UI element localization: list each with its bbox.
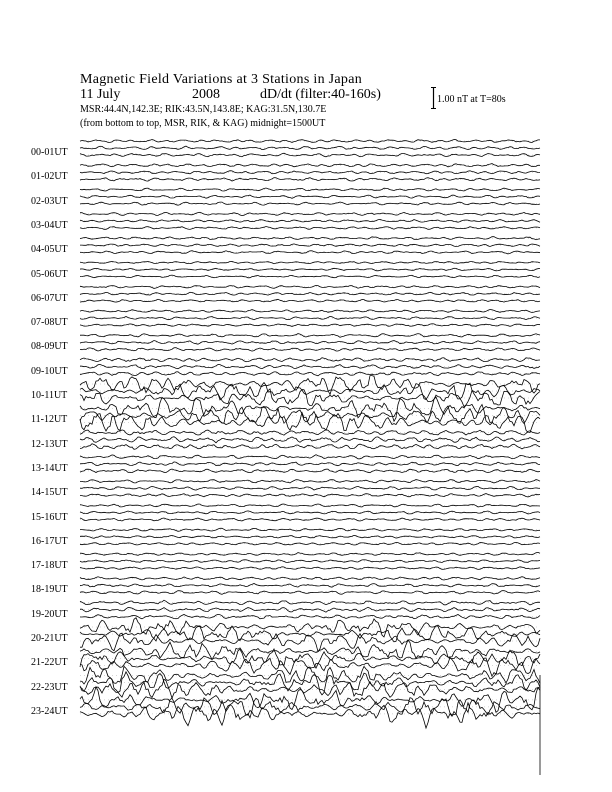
trace-msr <box>80 703 540 728</box>
trace-kag <box>80 528 540 531</box>
trace-kag <box>80 552 540 555</box>
trace-kag <box>80 285 540 288</box>
trace-rik <box>80 316 540 319</box>
hour-label: 10-11UT <box>31 390 68 401</box>
trace-kag <box>80 480 540 483</box>
trace-msr <box>80 202 540 205</box>
hour-label: 04-05UT <box>31 244 68 256</box>
trace-kag <box>80 577 540 580</box>
hour-label: 19-20UT <box>31 608 68 620</box>
station-order-note: (from bottom to top, MSR, RIK, & KAG) midnight=1500UT <box>80 118 326 129</box>
hour-label: 22-23UT <box>31 681 68 693</box>
trace-kag <box>80 600 540 605</box>
hour-label: 20-21UT <box>31 633 68 644</box>
trace-rik <box>80 195 540 198</box>
chart-title: Magnetic Field Variations at 3 Stations in Japan <box>80 72 363 87</box>
trace-msr <box>80 348 540 352</box>
trace-kag <box>80 376 540 395</box>
trace-msr <box>80 633 540 652</box>
hour-label: 11-12UT <box>31 414 68 426</box>
trace-msr <box>80 567 540 570</box>
hour-label: 18-19UT <box>31 584 68 596</box>
hour-label: 09-10UT <box>31 365 68 377</box>
trace-kag <box>80 334 540 338</box>
date-day: 11 July <box>80 87 121 102</box>
hour-label: 01-02UT <box>31 171 68 183</box>
hour-label: 07-08UT <box>31 317 68 329</box>
hour-label: 08-09UT <box>31 341 68 353</box>
trace-msr <box>80 153 540 157</box>
measure-label: dD/dt (filter:40-160s) <box>260 87 381 102</box>
hour-label: 06-07UT <box>31 292 68 304</box>
trace-kag <box>80 397 540 421</box>
trace-rik <box>80 244 540 247</box>
trace-rik <box>80 219 540 222</box>
scale-label: 1.00 nT at T=80s <box>437 94 506 105</box>
date-year: 2008 <box>192 87 220 102</box>
hour-label: 00-01UT <box>31 147 68 158</box>
trace-rik <box>80 511 540 514</box>
trace-kag <box>80 212 540 215</box>
hour-label: 13-14UT <box>31 462 68 474</box>
trace-msr <box>80 518 540 521</box>
hour-label: 12-13UT <box>31 438 68 450</box>
trace-rik <box>80 268 540 271</box>
hour-label: 03-04UT <box>31 219 68 231</box>
trace-kag <box>80 164 540 167</box>
trace-msr <box>80 591 540 595</box>
trace-rik <box>80 607 540 612</box>
hour-label: 15-16UT <box>31 511 68 523</box>
trace-rik <box>80 560 540 563</box>
hour-label: 16-17UT <box>31 535 68 547</box>
hour-label: 05-06UT <box>31 268 68 280</box>
hour-label: 14-15UT <box>31 487 68 499</box>
hour-label: 17-18UT <box>31 560 68 572</box>
hour-label: 02-03UT <box>31 195 68 207</box>
hour-label: 23-24UT <box>31 705 68 717</box>
station-coordinates: MSR:44.4N,142.3E; RIK:43.5N,143.8E; KAG:31.5N,130.7E <box>80 104 327 115</box>
trace-msr <box>80 275 540 278</box>
trace-rik <box>80 437 540 443</box>
trace-rik <box>80 364 540 368</box>
hour-label: 21-22UT <box>31 657 68 669</box>
trace-kag <box>80 310 540 313</box>
trace-rik <box>80 146 540 150</box>
